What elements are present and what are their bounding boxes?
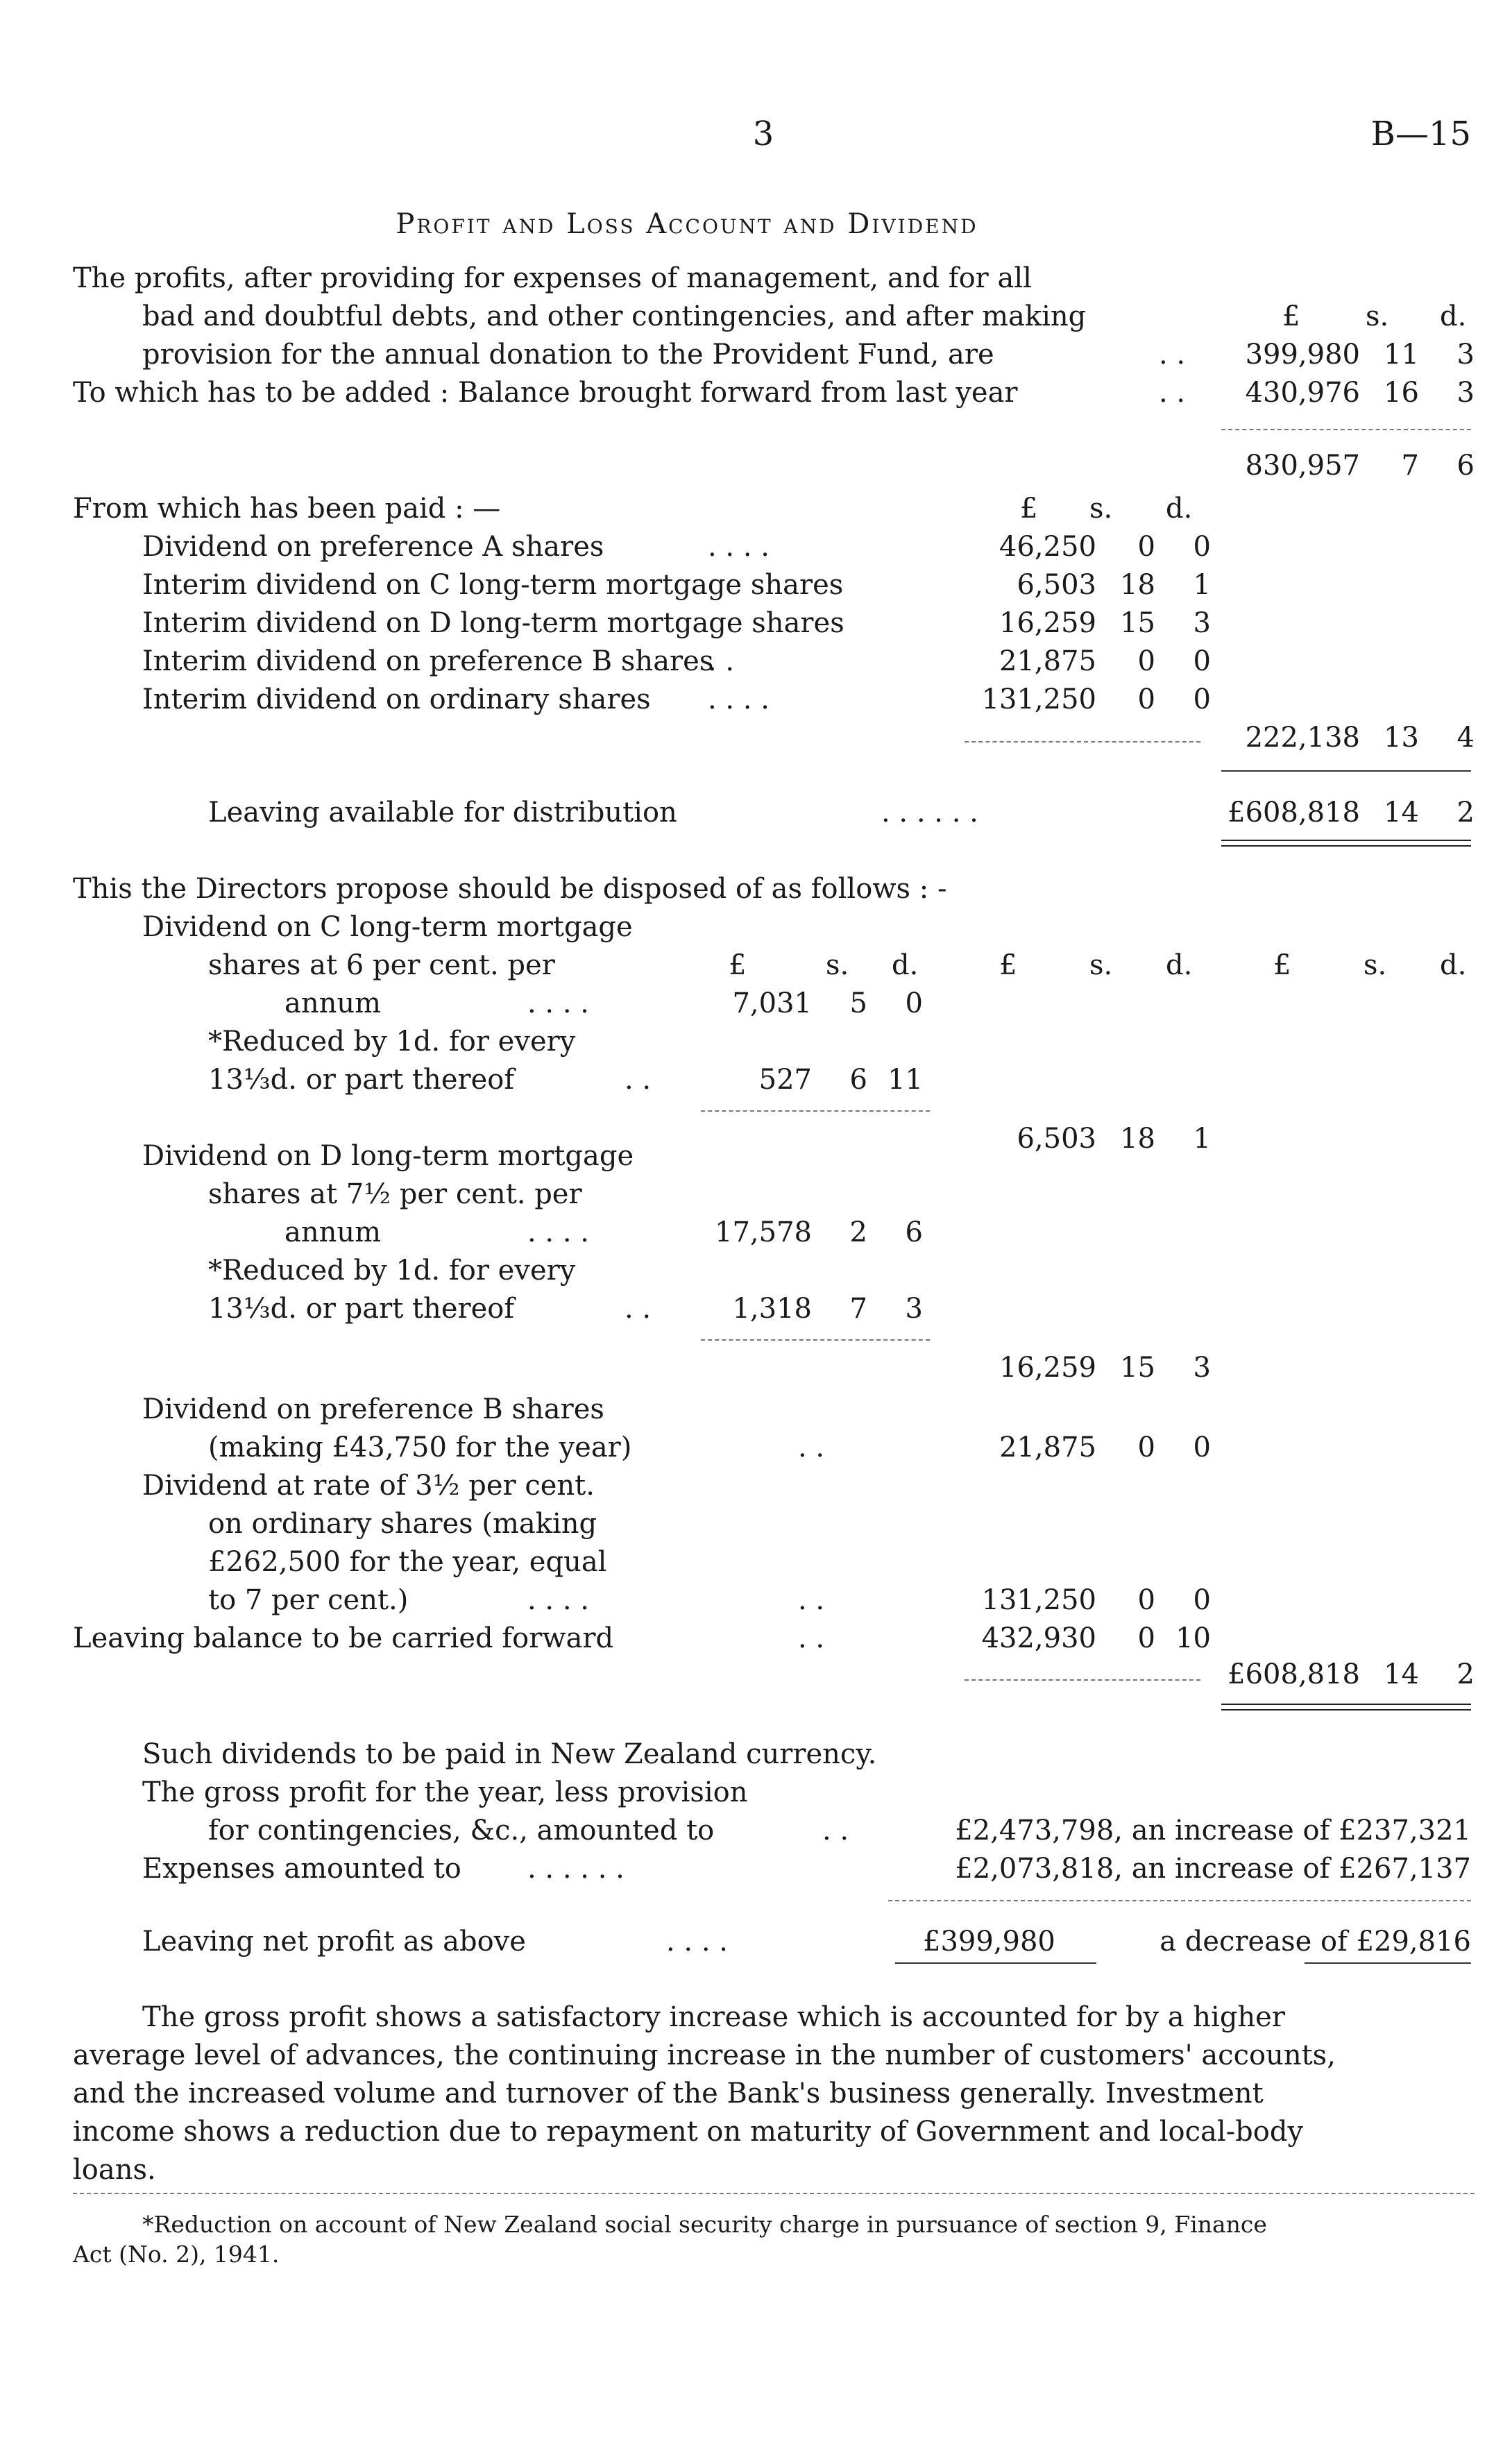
ordinary-dividend-line-3: £262,500 for the year, equal	[208, 1546, 607, 1578]
d-reduction-pence: 3	[905, 1293, 923, 1325]
expenses-value: £2,073,818, an increase of £267,137	[955, 1853, 1471, 1885]
currency-note: Such dividends to be paid in New Zealand currency.	[142, 1738, 877, 1770]
brought-forward-shillings: 16	[1384, 377, 1419, 409]
rule	[965, 741, 1200, 742]
rule	[1221, 429, 1471, 430]
proposal-heading: This the Directors propose should be disposed of as follows : -	[73, 873, 947, 905]
commentary-paragraph	[73, 1998, 1475, 2189]
rule	[965, 1679, 1200, 1681]
paid-item-pence: 0	[1193, 684, 1211, 715]
col3-pence-header: d.	[1440, 300, 1467, 332]
leader-dots: . .	[1159, 339, 1186, 371]
profits-total-pounds: 830,957	[1245, 450, 1360, 482]
col2-pence-header: d.	[1166, 493, 1193, 525]
leader-dots: . . . .	[527, 1584, 590, 1616]
paid-item-pence: 0	[1193, 531, 1211, 563]
paid-item-pounds: 16,259	[999, 607, 1096, 639]
profits-shillings: 11	[1384, 339, 1419, 371]
c-reduction-line-2: 13⅓d. or part thereof	[208, 1064, 515, 1096]
c-gross-shillings: 5	[849, 987, 867, 1019]
d-net-pounds: 16,259	[999, 1352, 1096, 1384]
d-dividend-line-2: shares at 7½ per cent. per	[208, 1178, 582, 1210]
paid-item-shillings: 0	[1137, 531, 1155, 563]
gross-profit-line-1: The gross profit for the year, less provision	[142, 1776, 748, 1808]
d-net-shillings: 15	[1120, 1352, 1155, 1384]
paid-total-shillings: 13	[1384, 722, 1419, 754]
footnote-line: *Reduction on account of New Zealand social security charge in pursuance of section 9, Finance	[142, 2211, 1267, 2238]
rule	[701, 1110, 930, 1112]
ordinary-dividend-line-4: to 7 per cent.)	[208, 1584, 409, 1616]
brought-forward-label: To which has to be added : Balance brought forward from last year	[73, 377, 1018, 409]
leader-dots: . . . .	[708, 531, 770, 563]
balance-forward-shillings: 0	[1137, 1622, 1155, 1654]
b-dividend-line-1: Dividend on preference B shares	[142, 1393, 604, 1425]
d-gross-shillings: 2	[849, 1216, 867, 1248]
c-net-pounds: 6,503	[1017, 1123, 1096, 1155]
leader-dots: . .	[798, 1432, 825, 1463]
double-rule	[1221, 1704, 1471, 1711]
c-net-pence: 1	[1193, 1123, 1211, 1155]
col1-pence-header: d.	[892, 949, 919, 981]
paid-item-pence: 0	[1193, 645, 1211, 677]
profits-line-1: The profits, after providing for expenses of management, and for all	[73, 262, 1032, 294]
commentary-line: The gross profit shows a satisfactory increase which is accounted for by a higher	[142, 2001, 1285, 2033]
footnote-line: Act (No. 2), 1941.	[73, 2241, 280, 2268]
d-reduction-line-1: *Reduced by 1d. for every	[208, 1255, 576, 1287]
page-number: 3	[752, 114, 774, 153]
c-reduction-line-1: *Reduced by 1d. for every	[208, 1026, 576, 1058]
ordinary-dividend-line-2: on ordinary shares (making	[208, 1508, 597, 1540]
profits-pence: 3	[1456, 339, 1475, 371]
profits-line-3: provision for the annual donation to the Provident Fund, are	[142, 339, 994, 371]
paid-item-shillings: 15	[1120, 607, 1155, 639]
ordinary-dividend-line-1: Dividend at rate of 3½ per cent.	[142, 1470, 595, 1502]
paid-item-label: Interim dividend on ordinary shares	[142, 684, 651, 715]
balance-forward-pence: 10	[1175, 1622, 1211, 1654]
rule	[888, 1900, 1471, 1901]
c-net-shillings: 18	[1120, 1123, 1155, 1155]
net-profit-change: a decrease of £29,816	[1160, 1926, 1471, 1958]
c-reduction-pounds: 527	[758, 1064, 812, 1096]
net-profit-label: Leaving net profit as above	[142, 1926, 526, 1958]
available-label: Leaving available for distribution	[208, 797, 677, 829]
col2-shilling-header: s.	[1089, 493, 1113, 525]
paid-item-pounds: 46,250	[999, 531, 1096, 563]
available-shillings: 14	[1384, 797, 1419, 829]
d-dividend-line-3: annum	[284, 1216, 382, 1248]
col3-pound-header: £	[1273, 949, 1291, 981]
c-dividend-line-2: shares at 6 per cent. per	[208, 949, 555, 981]
rule	[1305, 1962, 1471, 1964]
d-dividend-line-1: Dividend on D long-term mortgage	[142, 1140, 634, 1172]
leader-dots: . .	[798, 1622, 825, 1654]
c-gross-pounds: 7,031	[732, 987, 812, 1019]
net-profit-amount: £399,980	[923, 1926, 1055, 1958]
c-gross-pence: 0	[905, 987, 923, 1019]
col3-shilling-header: s.	[1364, 949, 1387, 981]
col2-pence-header: d.	[1166, 949, 1193, 981]
commentary-line: average level of advances, the continuing increase in the number of customers' accounts,	[73, 2039, 1336, 2071]
b-dividend-shillings: 0	[1137, 1432, 1155, 1463]
col3-shilling-header: s.	[1366, 300, 1389, 332]
commentary-line: loans.	[73, 2154, 156, 2186]
profits-total-shillings: 7	[1401, 450, 1419, 482]
rule	[895, 1962, 1096, 1964]
profits-line-2: bad and doubtful debts, and other contingencies, and after making	[142, 300, 1087, 332]
paid-item-shillings: 0	[1137, 645, 1155, 677]
col1-pound-header: £	[729, 949, 747, 981]
brought-forward-pence: 3	[1456, 377, 1475, 409]
profits-pounds: 399,980	[1245, 339, 1360, 371]
paid-item-label: Interim dividend on D long-term mortgage shares	[142, 607, 844, 639]
paid-item-shillings: 0	[1137, 684, 1155, 715]
d-gross-pence: 6	[905, 1216, 923, 1248]
leader-dots: . . . . . .	[527, 1853, 625, 1885]
commentary-line: income shows a reduction due to repayment on maturity of Government and local-body	[73, 2116, 1304, 2148]
rule	[701, 1339, 930, 1341]
paid-item-pence: 1	[1193, 569, 1211, 601]
b-dividend-line-2: (making £43,750 for the year)	[208, 1432, 632, 1463]
commentary-line: and the increased volume and turnover of the Bank's business generally. Investment	[73, 2078, 1264, 2110]
leader-dots: . . . . . .	[881, 797, 978, 829]
leader-dots: . .	[822, 1815, 849, 1847]
paid-item-pence: 3	[1193, 607, 1211, 639]
proposal-total-shillings: 14	[1384, 1658, 1419, 1690]
rule	[1221, 770, 1471, 772]
col2-pound-header: £	[1020, 493, 1038, 525]
expenses-label: Expenses amounted to	[142, 1853, 461, 1885]
c-reduction-pence: 11	[887, 1064, 923, 1096]
leader-dots: . . . .	[527, 1216, 590, 1248]
paid-item-pounds: 6,503	[1017, 569, 1096, 601]
paid-heading: From which has been paid : —	[73, 493, 501, 525]
b-dividend-pence: 0	[1193, 1432, 1211, 1463]
c-dividend-line-1: Dividend on C long-term mortgage	[142, 911, 633, 943]
gross-profit-value: £2,473,798, an increase of £237,321	[955, 1815, 1471, 1847]
brought-forward-pounds: 430,976	[1245, 377, 1360, 409]
balance-forward-pounds: 432,930	[981, 1622, 1096, 1654]
paid-item-pounds: 21,875	[999, 645, 1096, 677]
ordinary-dividend-pence: 0	[1193, 1584, 1211, 1616]
leader-dots: . . . .	[708, 684, 770, 715]
d-reduction-shillings: 7	[849, 1293, 867, 1325]
leader-dots: . .	[708, 645, 735, 677]
d-reduction-line-2: 13⅓d. or part thereof	[208, 1293, 515, 1325]
leader-dots: . .	[1159, 377, 1186, 409]
d-reduction-pounds: 1,318	[732, 1293, 812, 1325]
footnote-rule	[73, 2193, 1475, 2194]
d-gross-pounds: 17,578	[715, 1216, 812, 1248]
leader-dots: . . . .	[527, 987, 590, 1019]
d-net-pence: 3	[1193, 1352, 1211, 1384]
balance-forward-label: Leaving balance to be carried forward	[73, 1622, 614, 1654]
leader-dots: . .	[625, 1064, 652, 1096]
paid-item-label: Interim dividend on preference B shares	[142, 645, 714, 677]
proposal-total-pence: 2	[1456, 1658, 1475, 1690]
double-rule	[1221, 840, 1471, 847]
page-title: Profit and Loss Account and Dividend	[396, 208, 978, 240]
leader-dots: . . . .	[666, 1926, 729, 1958]
c-dividend-line-3: annum	[284, 987, 382, 1019]
ordinary-dividend-shillings: 0	[1137, 1584, 1155, 1616]
paid-item-label: Dividend on preference A shares	[142, 531, 604, 563]
paid-total-pence: 4	[1456, 722, 1475, 754]
b-dividend-pounds: 21,875	[999, 1432, 1096, 1463]
col3-pound-header: £	[1282, 300, 1300, 332]
gross-profit-line-2: for contingencies, &c., amounted to	[208, 1815, 715, 1847]
available-pence: 2	[1456, 797, 1475, 829]
leader-dots: . .	[625, 1293, 652, 1325]
paid-total-pounds: 222,138	[1245, 722, 1360, 754]
profits-total-pence: 6	[1456, 450, 1475, 482]
paid-item-shillings: 18	[1120, 569, 1155, 601]
paid-item-pounds: 131,250	[981, 684, 1096, 715]
col2-pound-header: £	[999, 949, 1017, 981]
c-reduction-shillings: 6	[849, 1064, 867, 1096]
paid-item-label: Interim dividend on C long-term mortgage shares	[142, 569, 844, 601]
page-reference: B—15	[1370, 114, 1471, 153]
proposal-total-pounds: £608,818	[1228, 1658, 1360, 1690]
col2-shilling-header: s.	[1089, 949, 1113, 981]
leader-dots: . .	[798, 1584, 825, 1616]
available-pounds: £608,818	[1228, 797, 1360, 829]
col3-pence-header: d.	[1440, 949, 1467, 981]
col1-shilling-header: s.	[826, 949, 849, 981]
ordinary-dividend-pounds: 131,250	[981, 1584, 1096, 1616]
